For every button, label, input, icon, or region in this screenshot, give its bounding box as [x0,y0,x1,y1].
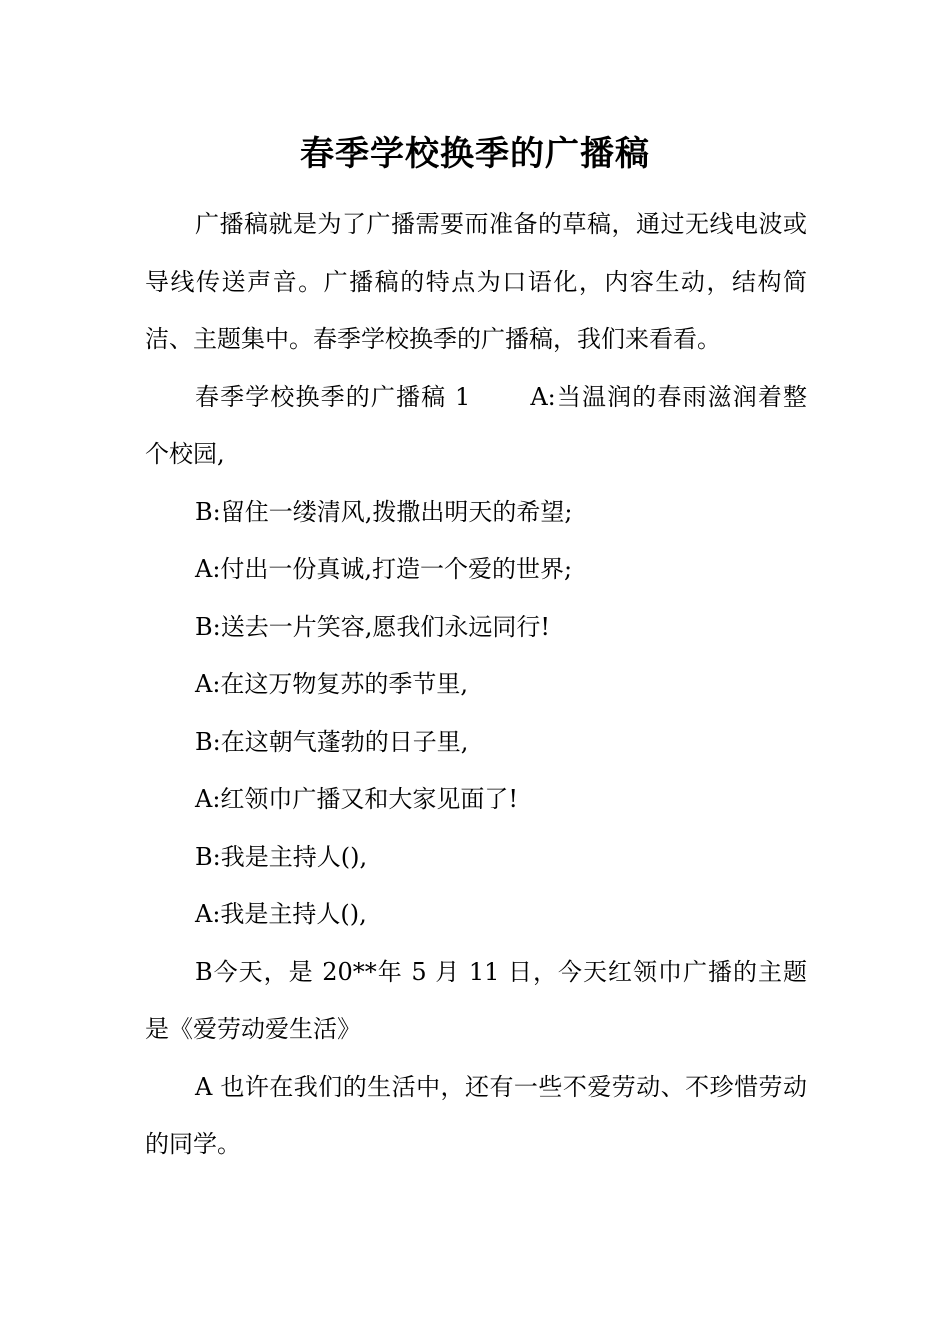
document-title: 春季学校换季的广播稿 [300,134,650,174]
section-paragraph [145,369,807,484]
script-line: B:送去一片笑容,愿我们永远同行! [195,612,550,641]
script-line: B:在这朝气蓬勃的日子里, [195,727,469,756]
document-body [145,196,807,1174]
script-line: A:红领巾广播又和大家见面了! [195,785,519,813]
script-line: B:留住一缕清风,拨撒出明天的希望; [195,497,573,526]
script-line: A:在这万物复苏的季节里, [195,670,469,698]
script-line: A:我是主持人(), [195,900,367,928]
script-line: A:付出一份真诚,打造一个爱的世界; [195,555,573,583]
section-label: 春季学校换季的广播稿 1 [195,382,471,411]
script-line: B:我是主持人(), [195,842,368,871]
script-line: B今天，是 20**年 5 月 11 日，今天红领巾广播的主题是《爱劳动爱生活》 [145,957,807,1043]
script-line: A 也许在我们的生活中，还有一些不爱劳动、不珍惜劳动的同学。 [145,1072,807,1158]
section-first-line: A:当温润的春雨滋润着整个校园, [145,382,808,468]
intro-paragraph: 广播稿就是为了广播需要而准备的草稿，通过无线电波或导线传送声音。广播稿的特点为口语化，内容生动，结构简洁、主题集中。春季学校换季的广播稿，我们来看看。 [145,210,807,353]
